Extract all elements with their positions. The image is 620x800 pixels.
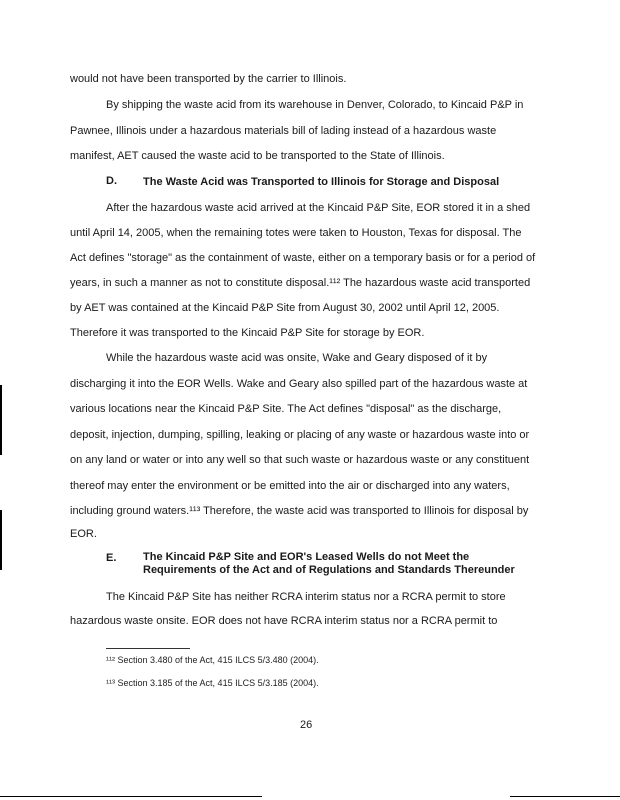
body-line: Therefore it was transported to the Kincaid P&P Site for storage by EOR. — [70, 327, 425, 339]
body-line: EOR. — [70, 528, 97, 540]
body-line: hazardous waste onsite. EOR does not have RCRA interim status nor a RCRA permit to — [70, 615, 498, 627]
body-line: deposit, injection, dumping, spilling, leaking or placing of any waste or hazardous waste into or — [70, 429, 530, 441]
body-line: Act defines "storage" as the containment of waste, either on a temporary basis or for a period of — [70, 252, 536, 264]
body-line: on any land or water or into any well so that such waste or hazardous waste or any constituent — [70, 454, 530, 466]
body-line: By shipping the waste acid from its warehouse in Denver, Colorado, to Kincaid P&P in — [106, 99, 524, 111]
scan-edge-line — [0, 796, 262, 797]
body-line: would not have been transported by the carrier to Illinois. — [70, 73, 347, 85]
footnote-113: ¹¹³ Section 3.185 of the Act, 415 ILCS 5/3.185 (2004). — [106, 678, 319, 688]
scan-edge-line — [510, 796, 620, 797]
section-e-label: E. — [106, 552, 117, 564]
section-e-heading-line2: Requirements of the Act and of Regulations and Standards Thereunder — [143, 564, 515, 576]
body-line: After the hazardous waste acid arrived at the Kincaid P&P Site, EOR stored it in a shed — [106, 202, 531, 214]
body-line: While the hazardous waste acid was onsite, Wake and Geary disposed of it by — [106, 352, 488, 364]
body-line: thereof may enter the environment or be emitted into the air or discharged into any waters, — [70, 480, 510, 492]
body-line: Pawnee, Illinois under a hazardous materials bill of lading instead of a hazardous waste — [70, 125, 497, 137]
body-line: including ground waters.¹¹³ Therefore, the waste acid was transported to Illinois for disposal by — [70, 505, 529, 517]
body-line: discharging it into the EOR Wells. Wake and Geary also spilled part of the hazardous waste at — [70, 378, 528, 390]
footnote-112: ¹¹² Section 3.480 of the Act, 415 ILCS 5/3.480 (2004). — [106, 655, 319, 665]
body-line: manifest, AET caused the waste acid to be transported to the State of Illinois. — [70, 150, 445, 162]
margin-scan-mark — [0, 510, 2, 570]
body-line: The Kincaid P&P Site has neither RCRA interim status nor a RCRA permit to store — [106, 591, 506, 603]
section-d-label: D. — [106, 175, 117, 187]
body-line: years, in such a manner as not to constitute disposal.¹¹² The hazardous waste acid transported — [70, 277, 531, 289]
footnote-rule — [106, 648, 190, 649]
page-number: 26 — [300, 719, 313, 731]
section-d-heading: The Waste Acid was Transported to Illinois for Storage and Disposal — [143, 176, 500, 188]
body-line: by AET was contained at the Kincaid P&P Site from August 30, 2002 until April 12, 2005. — [70, 302, 500, 314]
margin-scan-mark — [0, 385, 2, 455]
body-line: until April 14, 2005, when the remaining totes were taken to Houston, Texas for disposal. The — [70, 227, 522, 239]
section-e-heading-line1: The Kincaid P&P Site and EOR's Leased Wells do not Meet the — [143, 551, 470, 563]
body-line: various locations near the Kincaid P&P Site. The Act defines "disposal" as the discharge, — [70, 403, 502, 415]
